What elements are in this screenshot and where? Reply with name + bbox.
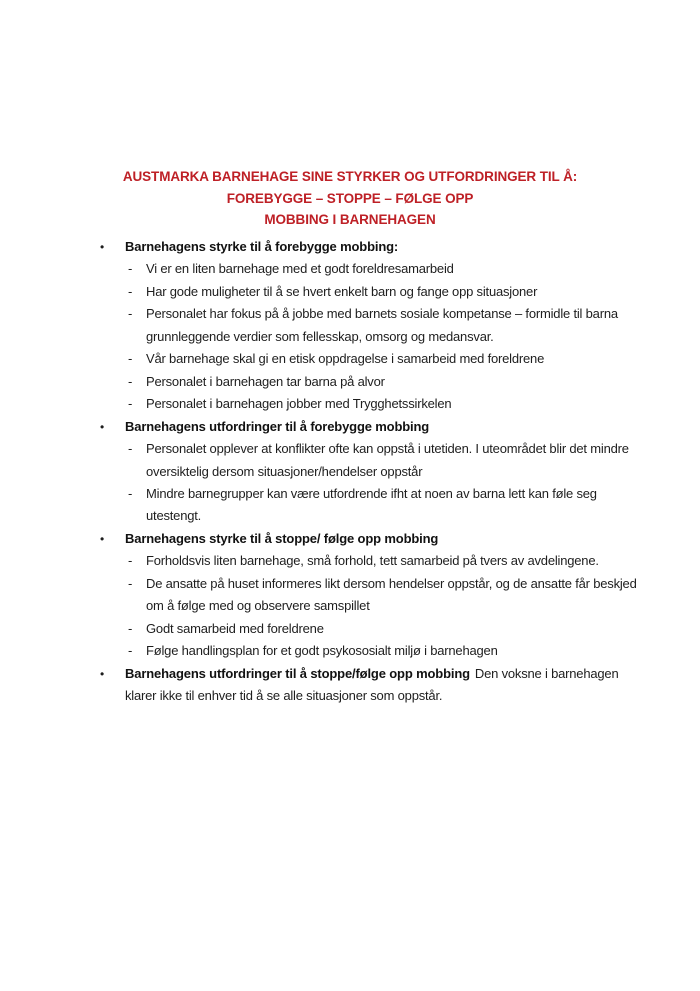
- section-heading-row-text: [125, 416, 638, 438]
- list-item: [100, 618, 638, 640]
- bullet-marker: •: [100, 419, 105, 434]
- section-heading-row: [100, 663, 638, 708]
- section-heading-row: [100, 528, 638, 550]
- list-item-text: [146, 640, 638, 662]
- section-heading-row-text: [125, 528, 638, 550]
- title-line-2: FOREBYGGE – STOPPE – FØLGE OPP: [226, 190, 474, 206]
- dash-marker: -: [128, 373, 133, 389]
- list-item: [100, 281, 638, 303]
- list-item-text: [146, 371, 638, 393]
- dash-marker: -: [128, 441, 133, 457]
- list-item-label: Mindre barnegrupper kan være utfordrende ifht at noen av barna lett kan føle seg utestengt.: [146, 485, 597, 524]
- list-item-label: Vi er en liten barnehage med et godt foreldresamarbeid: [146, 261, 454, 277]
- document-title: [0, 166, 700, 231]
- list-item-text: [146, 483, 638, 528]
- list-item-label: Har gode muligheter til å se hvert enkelt barn og fange opp situasjoner: [146, 283, 538, 299]
- section-heading: Barnehagens utfordringer til å forebygge mobbing: [125, 418, 430, 434]
- list-item: [100, 550, 638, 572]
- bullet-marker: •: [100, 666, 105, 681]
- section-heading-row-text: [125, 236, 638, 258]
- dash-marker: -: [128, 351, 133, 367]
- bullet-marker: •: [100, 531, 105, 546]
- dash-marker: -: [128, 553, 133, 569]
- dash-marker: -: [128, 261, 133, 277]
- list-item: [100, 640, 638, 662]
- section-heading: Barnehagens styrke til å forebygge mobbing:: [125, 239, 399, 254]
- list-item: [100, 573, 638, 618]
- section-heading: Barnehagens utfordringer til å stoppe/følge opp mobbing: [125, 665, 470, 681]
- list-item-text: [146, 258, 638, 280]
- list-item: [100, 303, 638, 348]
- dash-marker: -: [128, 283, 133, 299]
- list-item: [100, 348, 638, 370]
- section-heading-row: [100, 236, 638, 258]
- list-item-label: Personalet i barnehagen tar barna på alvor: [146, 373, 385, 389]
- section-lead-text: Den voksne i barnehagen klarer ikke til enhver tid å se alle situasjoner som oppstår.: [125, 665, 619, 704]
- list-item-label: Personalet har fokus på å jobbe med barnets sosiale kompetanse – formidle til barna grunnleggende verdier som fellesskap, omsorg og medansvar.: [146, 306, 618, 344]
- section-heading-row: [100, 416, 638, 438]
- list-item-text: [146, 618, 638, 640]
- list-item: [100, 393, 638, 415]
- list-item: [100, 371, 638, 393]
- dash-marker: -: [128, 396, 133, 412]
- dash-marker: -: [128, 643, 133, 659]
- list-item-text: [146, 348, 638, 370]
- section-heading-row-text: [125, 663, 638, 708]
- list-item-text: [146, 550, 638, 572]
- list-item-text: [146, 281, 638, 303]
- bullet-marker: •: [100, 240, 105, 254]
- list-item-label: Følge handlingsplan for et godt psykososialt miljø i barnehagen: [146, 643, 498, 659]
- list-item-text: [146, 303, 638, 348]
- list-item-label: Godt samarbeid med foreldrene: [146, 620, 324, 636]
- list-item-label: Forholdsvis liten barnehage, små forhold, tett samarbeid på tvers av avdelingene.: [146, 553, 599, 569]
- content-list: [100, 236, 638, 708]
- list-item-text: [146, 438, 638, 483]
- list-item-label: Vår barnehage skal gi en etisk oppdragelse i samarbeid med foreldrene: [146, 351, 545, 367]
- dash-marker: -: [128, 620, 133, 636]
- dash-marker: -: [128, 575, 133, 591]
- title-line-1: AUSTMARKA BARNEHAGE SINE STYRKER OG UTFORDRINGER TIL Å:: [122, 169, 578, 184]
- list-item-text: [146, 573, 638, 618]
- list-item-label: Personalet opplever at konflikter ofte kan oppstå i utetiden. I uteområdet blir det mindre oversiktelig dersom situasjoner/hendelser oppstår: [146, 441, 629, 479]
- dash-marker: -: [128, 306, 133, 322]
- list-item-label: De ansatte på huset informeres likt dersom hendelser oppstår, og de ansatte får beskjed om å følge med og observere samspillet: [146, 575, 637, 614]
- list-item: [100, 483, 638, 528]
- list-item-text: [146, 393, 638, 415]
- list-item-label: Personalet i barnehagen jobber med Trygghetssirkelen: [146, 396, 452, 412]
- list-item: [100, 438, 638, 483]
- list-item: [100, 258, 638, 280]
- dash-marker: -: [128, 485, 133, 501]
- section-heading: Barnehagens styrke til å stoppe/ følge opp mobbing: [125, 530, 439, 546]
- title-line-3: MOBBING I BARNEHAGEN: [264, 212, 436, 227]
